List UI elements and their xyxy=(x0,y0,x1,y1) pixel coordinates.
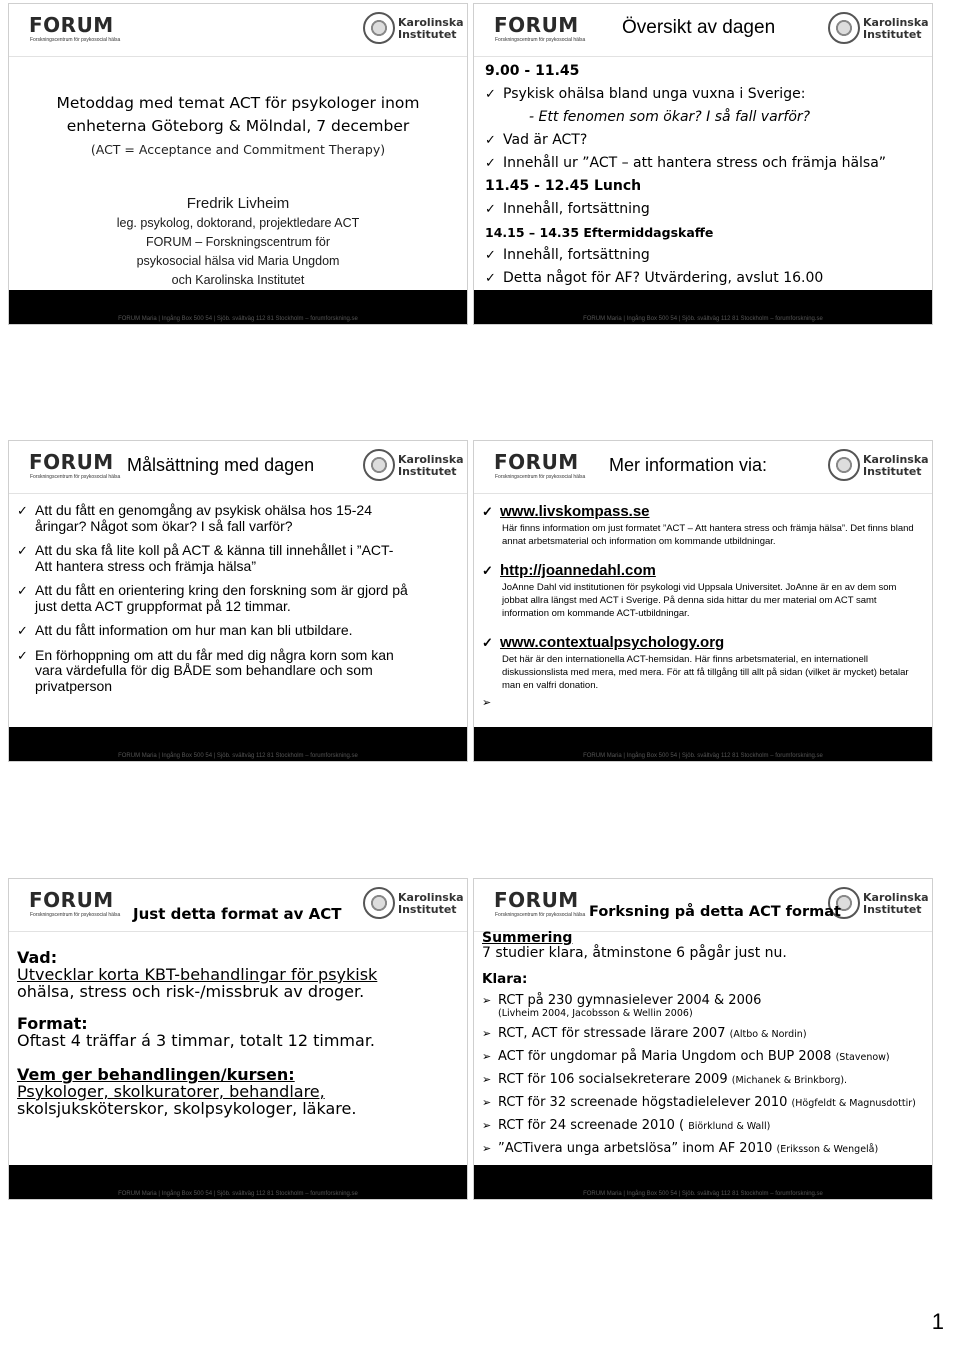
forum-logo xyxy=(494,14,592,44)
check-icon: ✓ xyxy=(17,503,28,518)
joannedahl-link[interactable]: http://joannedahl.com xyxy=(500,562,656,579)
research-item: ➢ RCT, ACT för stressade lärare 2007 (Altbo & Nordin) xyxy=(482,1026,807,1041)
summary-text: 7 studier klara, åtminstone 6 pågår just nu. xyxy=(482,945,787,961)
presenter-role: och Karolinska Institutet xyxy=(171,273,305,287)
slide-header xyxy=(9,4,467,57)
goal-item: ✓ En förhoppning om att du får med dig några korn som kan vara värdefulla för dig BÅDE som behandlare och som privatperson xyxy=(17,646,394,694)
forum-logo-text: FORUM xyxy=(29,450,114,474)
forum-logo-text: FORUM xyxy=(29,888,114,912)
link-item xyxy=(482,562,922,579)
slide-title xyxy=(8,3,468,325)
forum-logo xyxy=(29,14,127,44)
slide-title: Just detta format av ACT xyxy=(133,905,342,923)
forum-logo-subtitle: Forskningscentrum för psykosocial hälsa xyxy=(30,912,121,918)
karolinska-logo xyxy=(363,449,464,485)
slide-header xyxy=(9,441,467,494)
forum-logo xyxy=(494,889,592,919)
title-block xyxy=(9,92,467,162)
karolinska-name-1: Karolinska xyxy=(398,453,464,466)
agenda-time: 9.00 - 11.45 xyxy=(485,63,580,79)
slide-title: Översikt av dagen xyxy=(622,17,776,38)
research-list xyxy=(482,993,928,1157)
arrow-bullet-icon: ➢ xyxy=(482,1050,492,1063)
karolinska-logo xyxy=(363,887,464,923)
vem-text: skolsjuksköterskor, skolpsykologer, läkare. xyxy=(17,1099,357,1118)
check-icon: ✓ xyxy=(17,543,28,558)
link-description: JoAnne Dahl vid institutionen för psykologi vid Uppsala Universitet. JoAnne är en av dem som jobbat allra längst med ACT i Sverige. På denna sida hittar du mer material om ACT samt information om kommande ACT-utbildningar. xyxy=(502,582,897,619)
goal-item: ✓ Att du fått en orientering kring den forskning som är gjord på just detta ACT gruppformat på 12 timmar. xyxy=(17,582,408,614)
presenter-role: leg. psykolog, doktorand, projektledare ACT xyxy=(116,216,360,230)
slide-overview xyxy=(473,3,933,325)
karolinska-name-1: Karolinska xyxy=(398,16,464,29)
arrow-bullet-icon: ➢ xyxy=(482,1119,492,1132)
slide-header xyxy=(474,4,932,57)
research-item: ➢ ACT för ungdomar på Maria Ungdom och BUP 2008 (Stavenow) xyxy=(482,1049,890,1064)
presenter-name: Fredrik Livheim xyxy=(186,195,290,212)
link-item xyxy=(482,503,922,520)
forum-logo xyxy=(494,451,592,481)
research-item: ➢ RCT för 24 screenade 2010 ( Biörklund & Wall) xyxy=(482,1118,771,1133)
research-body xyxy=(482,931,928,1164)
karolinska-seal-icon xyxy=(363,887,395,919)
contextualpsychology-link[interactable]: www.contextualpsychology.org xyxy=(500,634,725,651)
karolinska-logo xyxy=(363,12,464,48)
karolinska-seal-icon xyxy=(363,12,395,44)
link-description: Det här är den internationella ACT-hemsidan. Här finns arbetsmaterial, en internationell diskussionslista med mera, med mera. För att få tillgång till allt på sidan (vilket är mycket) betalar man en valfri donation. xyxy=(502,654,909,691)
agenda-item: ✓ Vad är ACT? xyxy=(485,129,926,152)
slide-footer xyxy=(474,290,932,324)
slide-footer xyxy=(9,727,467,761)
karolinska-seal-icon xyxy=(828,12,860,44)
footer-text: FORUM Maria | Ingång Box 500 54 | Sjöb. svältväg 112 81 Stockholm – forumforskning.se xyxy=(583,316,823,322)
vem-text: Psykologer, skolkuratorer, behandlare, xyxy=(17,1082,325,1101)
presenter-block xyxy=(9,194,467,290)
goal-item: ✓ Att du fått information om hur man kan bli utbildare. xyxy=(17,622,353,638)
karolinska-name-1: Karolinska xyxy=(863,891,929,904)
check-icon: ✓ xyxy=(485,271,496,286)
research-item: ➢ ”ACTivera unga arbetslösa” inom AF 2010 (Eriksson & Wengelå) xyxy=(482,1141,879,1156)
agenda-item: ✓ Innehåll, fortsättning xyxy=(485,244,926,267)
check-icon: ✓ xyxy=(482,563,493,578)
check-icon: ✓ xyxy=(482,635,493,650)
research-item: ➢ RCT på 230 gymnasielever 2004 & 2006 xyxy=(482,993,762,1008)
check-icon: ✓ xyxy=(17,623,28,638)
check-icon: ✓ xyxy=(17,647,28,663)
footer-text: FORUM Maria | Ingång Box 500 54 | Sjöb. svältväg 112 81 Stockholm – forumforskning.se xyxy=(118,753,358,759)
subtitle: (ACT = Acceptance and Commitment Therapy) xyxy=(90,142,386,157)
klara-heading: Klara: xyxy=(482,971,528,987)
slide-more-info xyxy=(473,440,933,762)
footer-text: FORUM Maria | Ingång Box 500 54 | Sjöb. svältväg 112 81 Stockholm – forumforskning.se xyxy=(583,1191,823,1197)
check-icon: ✓ xyxy=(482,504,493,519)
vad-text: ohälsa, stress och risk-/missbruk av droger. xyxy=(17,982,365,1001)
vad-text: Utvecklar korta KBT-behandlingar för psykisk xyxy=(17,965,378,984)
arrow-bullet-icon: ➢ xyxy=(482,1096,492,1109)
title-line: Metoddag med temat ACT för psykologer inom xyxy=(56,94,420,112)
karolinska-name-2: Institutet xyxy=(398,28,457,41)
karolinska-logo xyxy=(828,887,929,923)
arrow-bullet-icon: ➢ xyxy=(482,1027,492,1040)
karolinska-name-1: Karolinska xyxy=(863,16,929,29)
check-icon: ✓ xyxy=(485,248,496,263)
slide-footer xyxy=(474,727,932,761)
forum-logo-text: FORUM xyxy=(494,13,579,37)
slide-footer xyxy=(9,290,467,324)
agenda-item: ✓ Detta något för AF? Utvärdering, avslut 16.00 xyxy=(485,267,926,290)
presenter-role: FORUM – Forskningscentrum för xyxy=(145,235,331,249)
agenda-time: 14.15 – 14.35 Eftermiddagskaffe xyxy=(485,225,714,240)
agenda-subitem: - Ett fenomen som ökar? I så fall varför? xyxy=(529,109,811,125)
slide-research xyxy=(473,878,933,1200)
forum-logo-subtitle: Forskningscentrum för psykosocial hälsa xyxy=(30,37,121,43)
page-number: 1 xyxy=(931,1309,944,1334)
slide-footer xyxy=(9,1165,467,1199)
research-item-reference: (Livheim 2004, Jacobsson & Wellin 2006) xyxy=(498,1008,693,1019)
format-heading: Format: xyxy=(17,1014,88,1033)
slide-title: Målsättning med dagen xyxy=(127,455,315,475)
forum-logo-subtitle: Forskningscentrum för psykosocial hälsa xyxy=(495,912,586,918)
arrow-bullet-icon: ➢ xyxy=(482,994,492,1007)
format-text: Oftast 4 träffar á 3 timmar, totalt 12 timmar. xyxy=(17,1031,376,1050)
karolinska-logo xyxy=(828,12,929,48)
check-icon: ✓ xyxy=(485,156,496,171)
agenda-item: ✓ Innehåll, fortsättning xyxy=(485,198,926,221)
slide-format xyxy=(8,878,468,1200)
check-icon: ✓ xyxy=(485,87,496,102)
links-list xyxy=(482,503,922,709)
research-item: ➢ RCT för 106 socialsekreterare 2009 (Michanek & Brinkborg). xyxy=(482,1072,848,1087)
slide-footer xyxy=(474,1165,932,1199)
check-icon: ✓ xyxy=(485,133,496,148)
check-icon: ✓ xyxy=(17,583,28,598)
forum-logo xyxy=(29,451,127,481)
agenda xyxy=(485,60,926,290)
presenter-role: psykosocial hälsa vid Maria Ungdom xyxy=(136,254,340,268)
forum-logo-subtitle: Forskningscentrum för psykosocial hälsa xyxy=(495,474,586,480)
karolinska-seal-icon xyxy=(363,449,395,481)
karolinska-seal-icon xyxy=(828,449,860,481)
slide-goals xyxy=(8,440,468,762)
forum-logo-text: FORUM xyxy=(29,13,114,37)
footer-text: FORUM Maria | Ingång Box 500 54 | Sjöb. svältväg 112 81 Stockholm – forumforskning.se xyxy=(583,753,823,759)
arrow-bullet-icon: ➢ xyxy=(482,1142,492,1155)
summary-heading: Summering xyxy=(482,930,573,946)
forum-logo xyxy=(29,889,127,919)
arrow-bullet-icon: ➢ xyxy=(482,697,492,709)
livskompass-link[interactable]: www.livskompass.se xyxy=(500,503,650,520)
slide-title: Forksning på detta ACT format xyxy=(589,904,841,920)
karolinska-name-2: Institutet xyxy=(398,903,457,916)
agenda-time: 11.45 - 12.45 Lunch xyxy=(485,178,642,194)
format-body xyxy=(17,949,461,1117)
footer-text: FORUM Maria | Ingång Box 500 54 | Sjöb. svältväg 112 81 Stockholm – forumforskning.se xyxy=(118,316,358,322)
forum-logo-text: FORUM xyxy=(494,888,579,912)
title-line: enheterna Göteborg & Mölndal, 7 december xyxy=(66,117,410,135)
forum-logo-subtitle: Forskningscentrum för psykosocial hälsa xyxy=(495,37,586,43)
forum-logo-subtitle: Forskningscentrum för psykosocial hälsa xyxy=(30,474,121,480)
link-item xyxy=(482,634,922,651)
vem-heading: Vem ger behandlingen/kursen: xyxy=(17,1065,295,1084)
slide-header xyxy=(474,441,932,494)
agenda-item: ✓ Psykisk ohälsa bland unga vuxna i Sverige: xyxy=(485,83,926,106)
goal-item: ✓ Att du ska få lite koll på ACT & känna till innehållet i ”ACT- Att hantera stress och främja hälsa” xyxy=(17,542,394,574)
karolinska-name-2: Institutet xyxy=(863,465,922,478)
goal-item: ✓ Att du fått en genomgång av psykisk ohälsa hos 15-24 åringar? Något som ökar? I så fall varför? xyxy=(17,502,372,534)
karolinska-name-2: Institutet xyxy=(863,28,922,41)
vad-heading: Vad: xyxy=(17,948,58,967)
agenda-item: ✓ Innehåll ur ”ACT – att hantera stress och främja hälsa” xyxy=(485,152,926,175)
forum-logo-text: FORUM xyxy=(494,450,579,474)
check-icon: ✓ xyxy=(485,202,496,217)
karolinska-logo xyxy=(828,449,929,485)
karolinska-name-1: Karolinska xyxy=(398,891,464,904)
karolinska-name-2: Institutet xyxy=(398,465,457,478)
karolinska-name-2: Institutet xyxy=(863,903,922,916)
arrow-bullet-icon: ➢ xyxy=(482,1073,492,1086)
research-item: ➢ RCT för 32 screenade högstadielelever 2010 (Högfeldt & Magnusdottir) xyxy=(482,1095,916,1110)
goals-list xyxy=(17,503,409,694)
empty-bullet xyxy=(482,696,922,709)
footer-text: FORUM Maria | Ingång Box 500 54 | Sjöb. svältväg 112 81 Stockholm – forumforskning.se xyxy=(118,1191,358,1197)
slide-title: Mer information via: xyxy=(609,455,768,475)
link-description: Här finns information om just formatet ”ACT – Att hantera stress och främja hälsa”. Det finns bland annat arbetsmaterial och information om kommande utbildningar. xyxy=(502,523,914,547)
karolinska-name-1: Karolinska xyxy=(863,453,929,466)
